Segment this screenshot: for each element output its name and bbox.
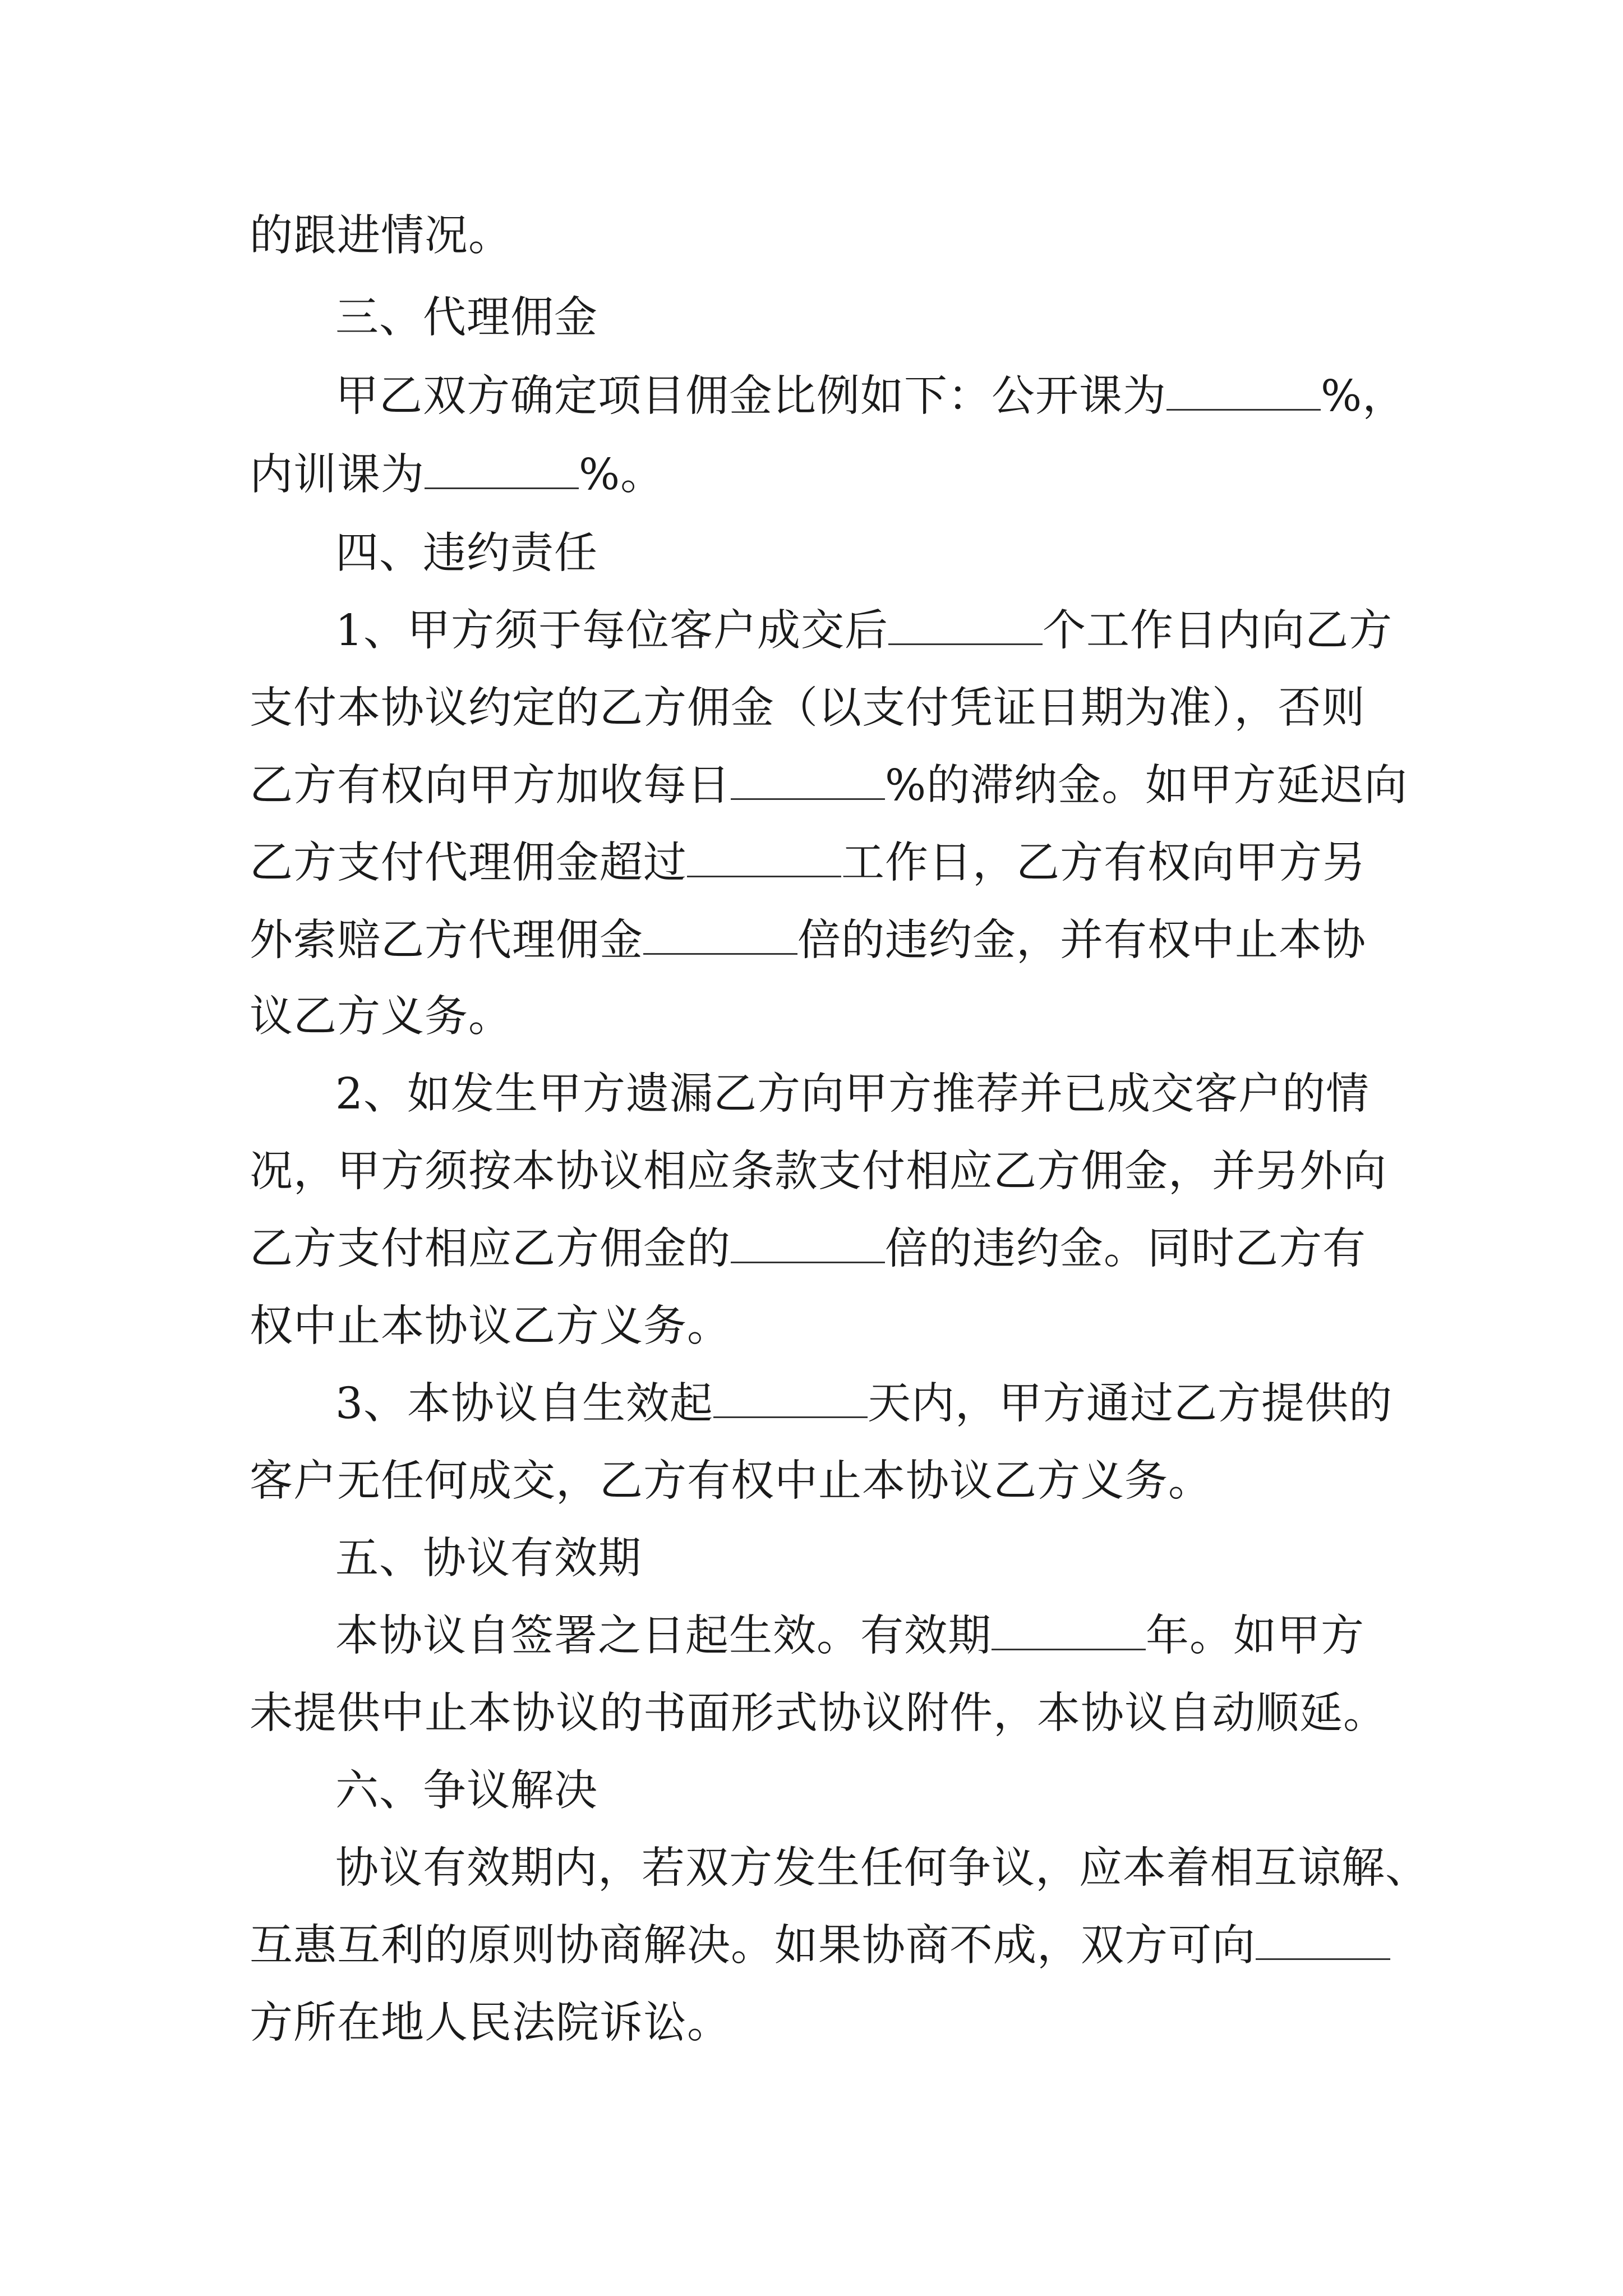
fill-in-blank[interactable] [1256, 1953, 1390, 1960]
text-span: 协议有效期内，若双方发生任何争议，应本着相互谅解、 [335, 1843, 1429, 1893]
section-heading-5 [335, 1533, 1474, 1585]
text-span: 支付本协议约定的乙方佣金（以支付凭证日期为准），否则 [250, 683, 1366, 733]
text-span: 外索赔乙方代理佣金 [250, 915, 643, 965]
text-line [335, 1069, 1474, 1120]
text-span: %， [1321, 371, 1407, 421]
text-span: 互惠互利的原则协商解决。如果协商不成，双方可向 [250, 1921, 1256, 1971]
text-span: 天内，甲方通过乙方提供的 [868, 1379, 1393, 1429]
text-span: 本协议自签署之日起生效。有效期 [335, 1611, 992, 1661]
fill-in-blank[interactable] [643, 947, 797, 955]
text-line [250, 838, 1388, 889]
text-span: 倍的违约金，并有权中止本协 [797, 915, 1366, 965]
text-line [250, 449, 1388, 501]
section-heading-3 [335, 292, 1474, 344]
text-span: 乙方支付代理佣金超过 [250, 838, 687, 888]
heading-text: 五、协议有效期 [335, 1534, 642, 1584]
heading-text: 三、代理佣金 [335, 293, 598, 343]
text-line [335, 1378, 1474, 1430]
text-span: 议乙方义务。 [250, 992, 512, 1042]
text-span: 况，甲方须按本协议相应条款支付相应乙方佣金，并另外向 [250, 1147, 1387, 1197]
fill-in-blank[interactable] [888, 638, 1043, 645]
text-line [250, 210, 1388, 262]
text-span: 乙方支付相应乙方佣金的 [250, 1224, 731, 1274]
fill-in-blank[interactable] [1166, 403, 1321, 411]
fill-in-blank[interactable] [425, 482, 579, 489]
text-line [250, 1920, 1388, 1972]
text-line [250, 683, 1388, 734]
text-line [250, 1688, 1388, 1740]
text-span: 工作日，乙方有权向甲方另 [841, 838, 1366, 888]
text-line [250, 760, 1408, 812]
text-line [250, 1998, 1388, 2049]
fill-in-blank[interactable] [713, 1411, 868, 1418]
text-line [335, 605, 1474, 657]
text-line [250, 1301, 1388, 1352]
section-heading-6 [335, 1765, 1474, 1817]
text-span: 乙方有权向甲方加收每日 [250, 761, 731, 811]
text-span: 年。如甲方 [1146, 1611, 1364, 1661]
text-span: 倍的违约金。同时乙方有 [885, 1224, 1366, 1274]
fill-in-blank[interactable] [731, 793, 885, 800]
text-line [335, 1843, 1474, 1894]
text-span: 权中止本协议乙方义务。 [250, 1301, 731, 1351]
text-line [335, 371, 1474, 422]
text-span: 客户无任何成交，乙方有权中止本协议乙方义务。 [250, 1456, 1212, 1506]
text-span: %。 [579, 450, 665, 500]
text-line [335, 1611, 1474, 1662]
text-line [250, 1223, 1388, 1275]
text-span: 未提供中止本协议的书面形式协议附件，本协议自动顺延。 [250, 1688, 1387, 1738]
text-span: %的滞纳金。如甲方延迟向 [885, 761, 1408, 811]
text-span: 个工作日内向乙方 [1043, 606, 1393, 656]
text-line [250, 1456, 1388, 1507]
text-span: 内训课为 [250, 450, 425, 500]
text-span: 方所在地人民法院诉讼。 [250, 1998, 731, 2048]
text-line [250, 991, 1388, 1043]
text-span: 1、甲方须于每位客户成交后 [335, 606, 888, 656]
text-span: 甲乙双方确定项目佣金比例如下：公开课为 [335, 371, 1166, 421]
text-line [250, 915, 1388, 967]
fill-in-blank[interactable] [731, 1256, 885, 1263]
text-span: 3、本协议自生效起 [335, 1379, 713, 1429]
fill-in-blank[interactable] [687, 870, 841, 877]
heading-text: 六、争议解决 [335, 1766, 598, 1816]
text-span: 的跟进情况。 [250, 211, 512, 261]
heading-text: 四、违约责任 [335, 528, 598, 578]
section-heading-4 [335, 528, 1474, 579]
text-line [250, 1146, 1388, 1198]
fill-in-blank[interactable] [992, 1643, 1146, 1650]
text-span: 2、如发生甲方遗漏乙方向甲方推荐并已成交客户的情 [335, 1069, 1370, 1119]
